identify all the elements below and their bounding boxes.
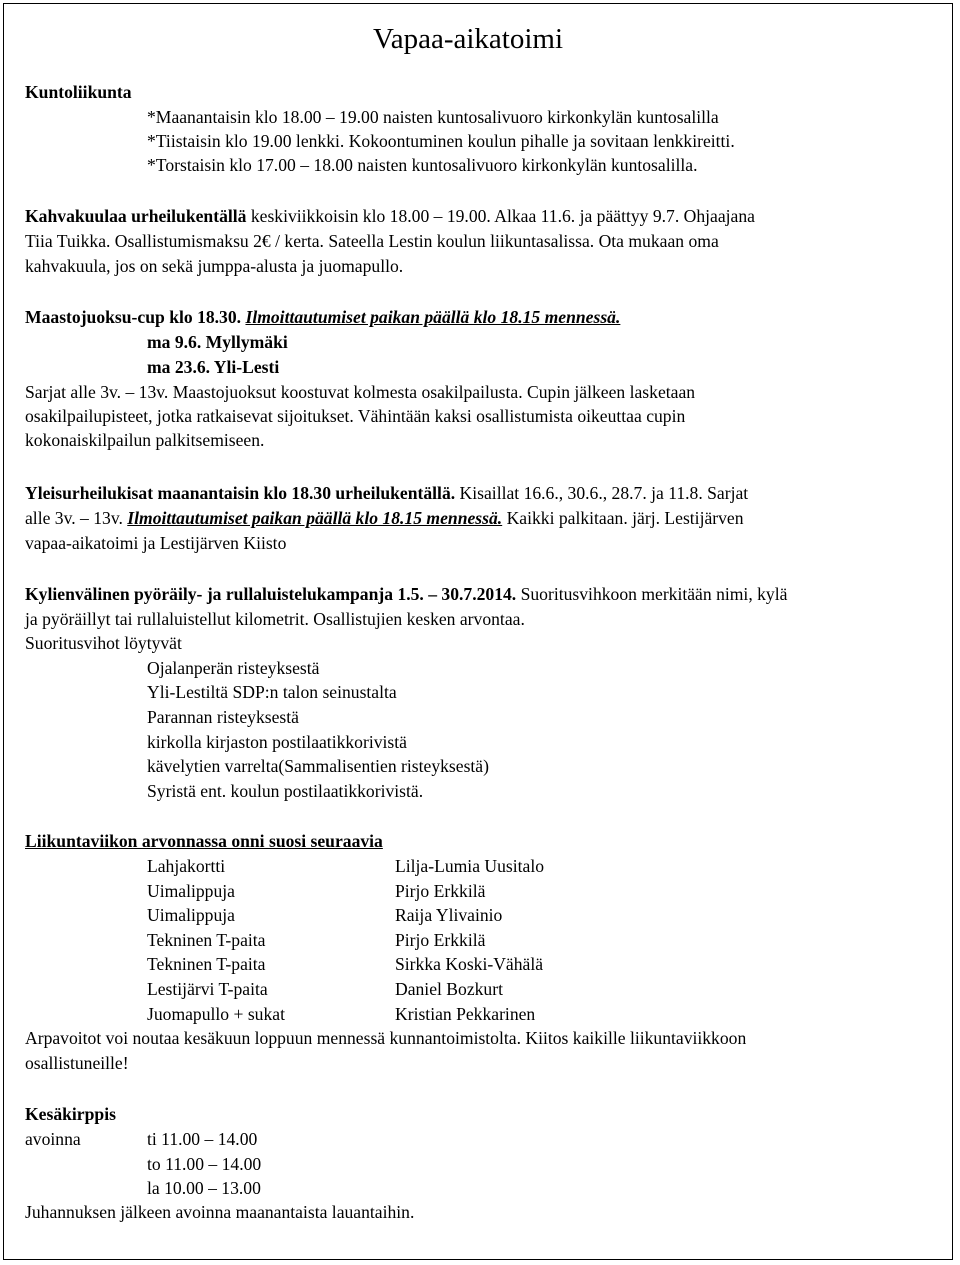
- location-item: Yli-Lestiltä SDP:n talon seinustalta: [147, 682, 397, 702]
- winner-prize: Uimalippuja: [147, 905, 235, 925]
- winner-prize: Lestijärvi T-paita: [147, 979, 268, 999]
- kahvakuula-text: keskiviikkoisin klo 18.00 – 19.00. Alkaa 11.6. ja päättyy 9.7. Ohjaajana: [246, 206, 755, 226]
- yleisurheilu-lead: Yleisurheilukisat maanantaisin klo 18.30 urheilukentällä.: [25, 483, 456, 503]
- pyoraily-line-3: Suoritusvihot löytyvät: [25, 633, 182, 653]
- winner-name: Raija Ylivainio: [395, 905, 503, 925]
- winner-prize: Uimalippuja: [147, 881, 235, 901]
- winner-name: Lilja-Lumia Uusitalo: [395, 856, 545, 876]
- document-page: [3, 3, 953, 1260]
- pyoraily-text: Suoritusvihkoon merkitään nimi, kylä: [516, 584, 788, 604]
- schedule-line: *Maanantaisin klo 18.00 – 19.00 naisten kuntosalivuoro kirkonkylän kuntosalilla: [147, 107, 719, 127]
- maastojuoksu-line-1: [25, 309, 620, 327]
- winner-prize: Tekninen T-paita: [147, 954, 266, 974]
- maastojuoksu-line: kokonaiskilpailun palkitsemiseen.: [25, 430, 265, 450]
- winner-name: Pirjo Erkkilä: [395, 930, 486, 950]
- section-heading-arvonta: Liikuntaviikon arvonnassa onni suosi seuraavia: [25, 831, 383, 851]
- pyoraily-lead: Kylienvälinen pyöräily- ja rullaluistelukampanja 1.5. – 30.7.2014.: [25, 584, 517, 604]
- winner-name: Sirkka Koski-Vähälä: [395, 954, 544, 974]
- schedule-line: *Tiistaisin klo 19.00 lenkki. Kokoontuminen koulun pihalle ja sovitaan lenkkireitti.: [147, 131, 735, 151]
- location-item: Syristä ent. koulun postilaatikkorivistä.: [147, 781, 424, 801]
- pyoraily-line-1: [25, 586, 787, 604]
- location-item: kävelytien varrelta(Sammalisentien risteyksestä): [147, 756, 489, 776]
- kahvakuula-line-1: [25, 208, 755, 226]
- maastojuoksu-line: Sarjat alle 3v. – 13v. Maastojuoksut koostuvat kolmesta osakilpailusta. Cupin jälkeen lasketaan: [25, 382, 696, 402]
- winner-prize: Juomapullo + sukat: [147, 1004, 285, 1024]
- winner-name: Kristian Pekkarinen: [395, 1004, 536, 1024]
- kesakirppis-note: Juhannuksen jälkeen avoinna maanantaista lauantaihin.: [25, 1202, 415, 1222]
- pyoraily-line-2: ja pyöräillyt tai rullaluistellut kilometrit. Osallistujien kesken arvontaa.: [25, 609, 525, 629]
- maastojuoksu-date: ma 9.6. Myllymäki: [147, 332, 288, 352]
- yleisurheilu-text: Kisaillat 16.6., 30.6., 28.7. ja 11.8. Sarjat: [455, 483, 749, 503]
- maastojuoksu-date: ma 23.6. Yli-Lesti: [147, 357, 280, 377]
- yleisurheilu-line-3: vapaa-aikatoimi ja Lestijärven Kiisto: [25, 533, 287, 553]
- winner-name: Daniel Bozkurt: [395, 979, 503, 999]
- yleisurheilu-text: alle 3v. – 13v.: [25, 508, 128, 528]
- opening-hours: ti 11.00 – 14.00: [147, 1129, 258, 1149]
- location-item: Parannan risteyksestä: [147, 707, 299, 727]
- maastojuoksu-signup: Ilmoittautumiset paikan päällä klo 18.15 mennessä.: [245, 307, 621, 327]
- winner-prize: Tekninen T-paita: [147, 930, 266, 950]
- page-title: Vapaa-aikatoimi: [373, 23, 564, 55]
- yleisurheilu-line-1: [25, 485, 748, 503]
- winner-prize: Lahjakortti: [147, 856, 226, 876]
- section-heading-kuntoliikunta: Kuntoliikunta: [25, 82, 132, 102]
- yleisurheilu-text: Kaikki palkitaan. järj. Lestijärven: [502, 508, 744, 528]
- maastojuoksu-line: osakilpailupisteet, jotka ratkaisevat sijoitukset. Vähintään kaksi osallistumista oikeuttaa cupin: [25, 406, 686, 426]
- kahvakuula-line-3: kahvakuula, jos on sekä jumppa-alusta ja juomapullo.: [25, 256, 404, 276]
- arvonta-note: Arpavoitot voi noutaa kesäkuun loppuun mennessä kunnantoimistolta. Kiitos kaikille liikuntaviikkoon: [25, 1028, 747, 1048]
- location-item: Ojalanperän risteyksestä: [147, 658, 320, 678]
- maastojuoksu-lead: Maastojuoksu-cup klo 18.30.: [25, 307, 242, 327]
- schedule-line: *Torstaisin klo 17.00 – 18.00 naisten kuntosalivuoro kirkonkylän kuntosalilla.: [147, 155, 698, 175]
- open-label: avoinna: [25, 1129, 81, 1149]
- winner-name: Pirjo Erkkilä: [395, 881, 486, 901]
- opening-hours: la 10.00 – 13.00: [147, 1178, 261, 1198]
- arvonta-note: osallistuneille!: [25, 1053, 129, 1073]
- opening-hours: to 11.00 – 14.00: [147, 1154, 262, 1174]
- kahvakuula-lead: Kahvakuulaa urheilukentällä: [25, 206, 247, 226]
- yleisurheilu-line-2: [25, 510, 744, 528]
- yleisurheilu-signup: Ilmoittautumiset paikan päällä klo 18.15 mennessä.: [127, 508, 503, 528]
- kahvakuula-line-2: Tiia Tuikka. Osallistumismaksu 2€ / kerta. Sateella Lestin koulun liikuntasalissa. Ota mukaan oma: [25, 231, 719, 251]
- section-heading-kesakirppis: Kesäkirppis: [25, 1104, 116, 1124]
- location-item: kirkolla kirjaston postilaatikkorivistä: [147, 732, 407, 752]
